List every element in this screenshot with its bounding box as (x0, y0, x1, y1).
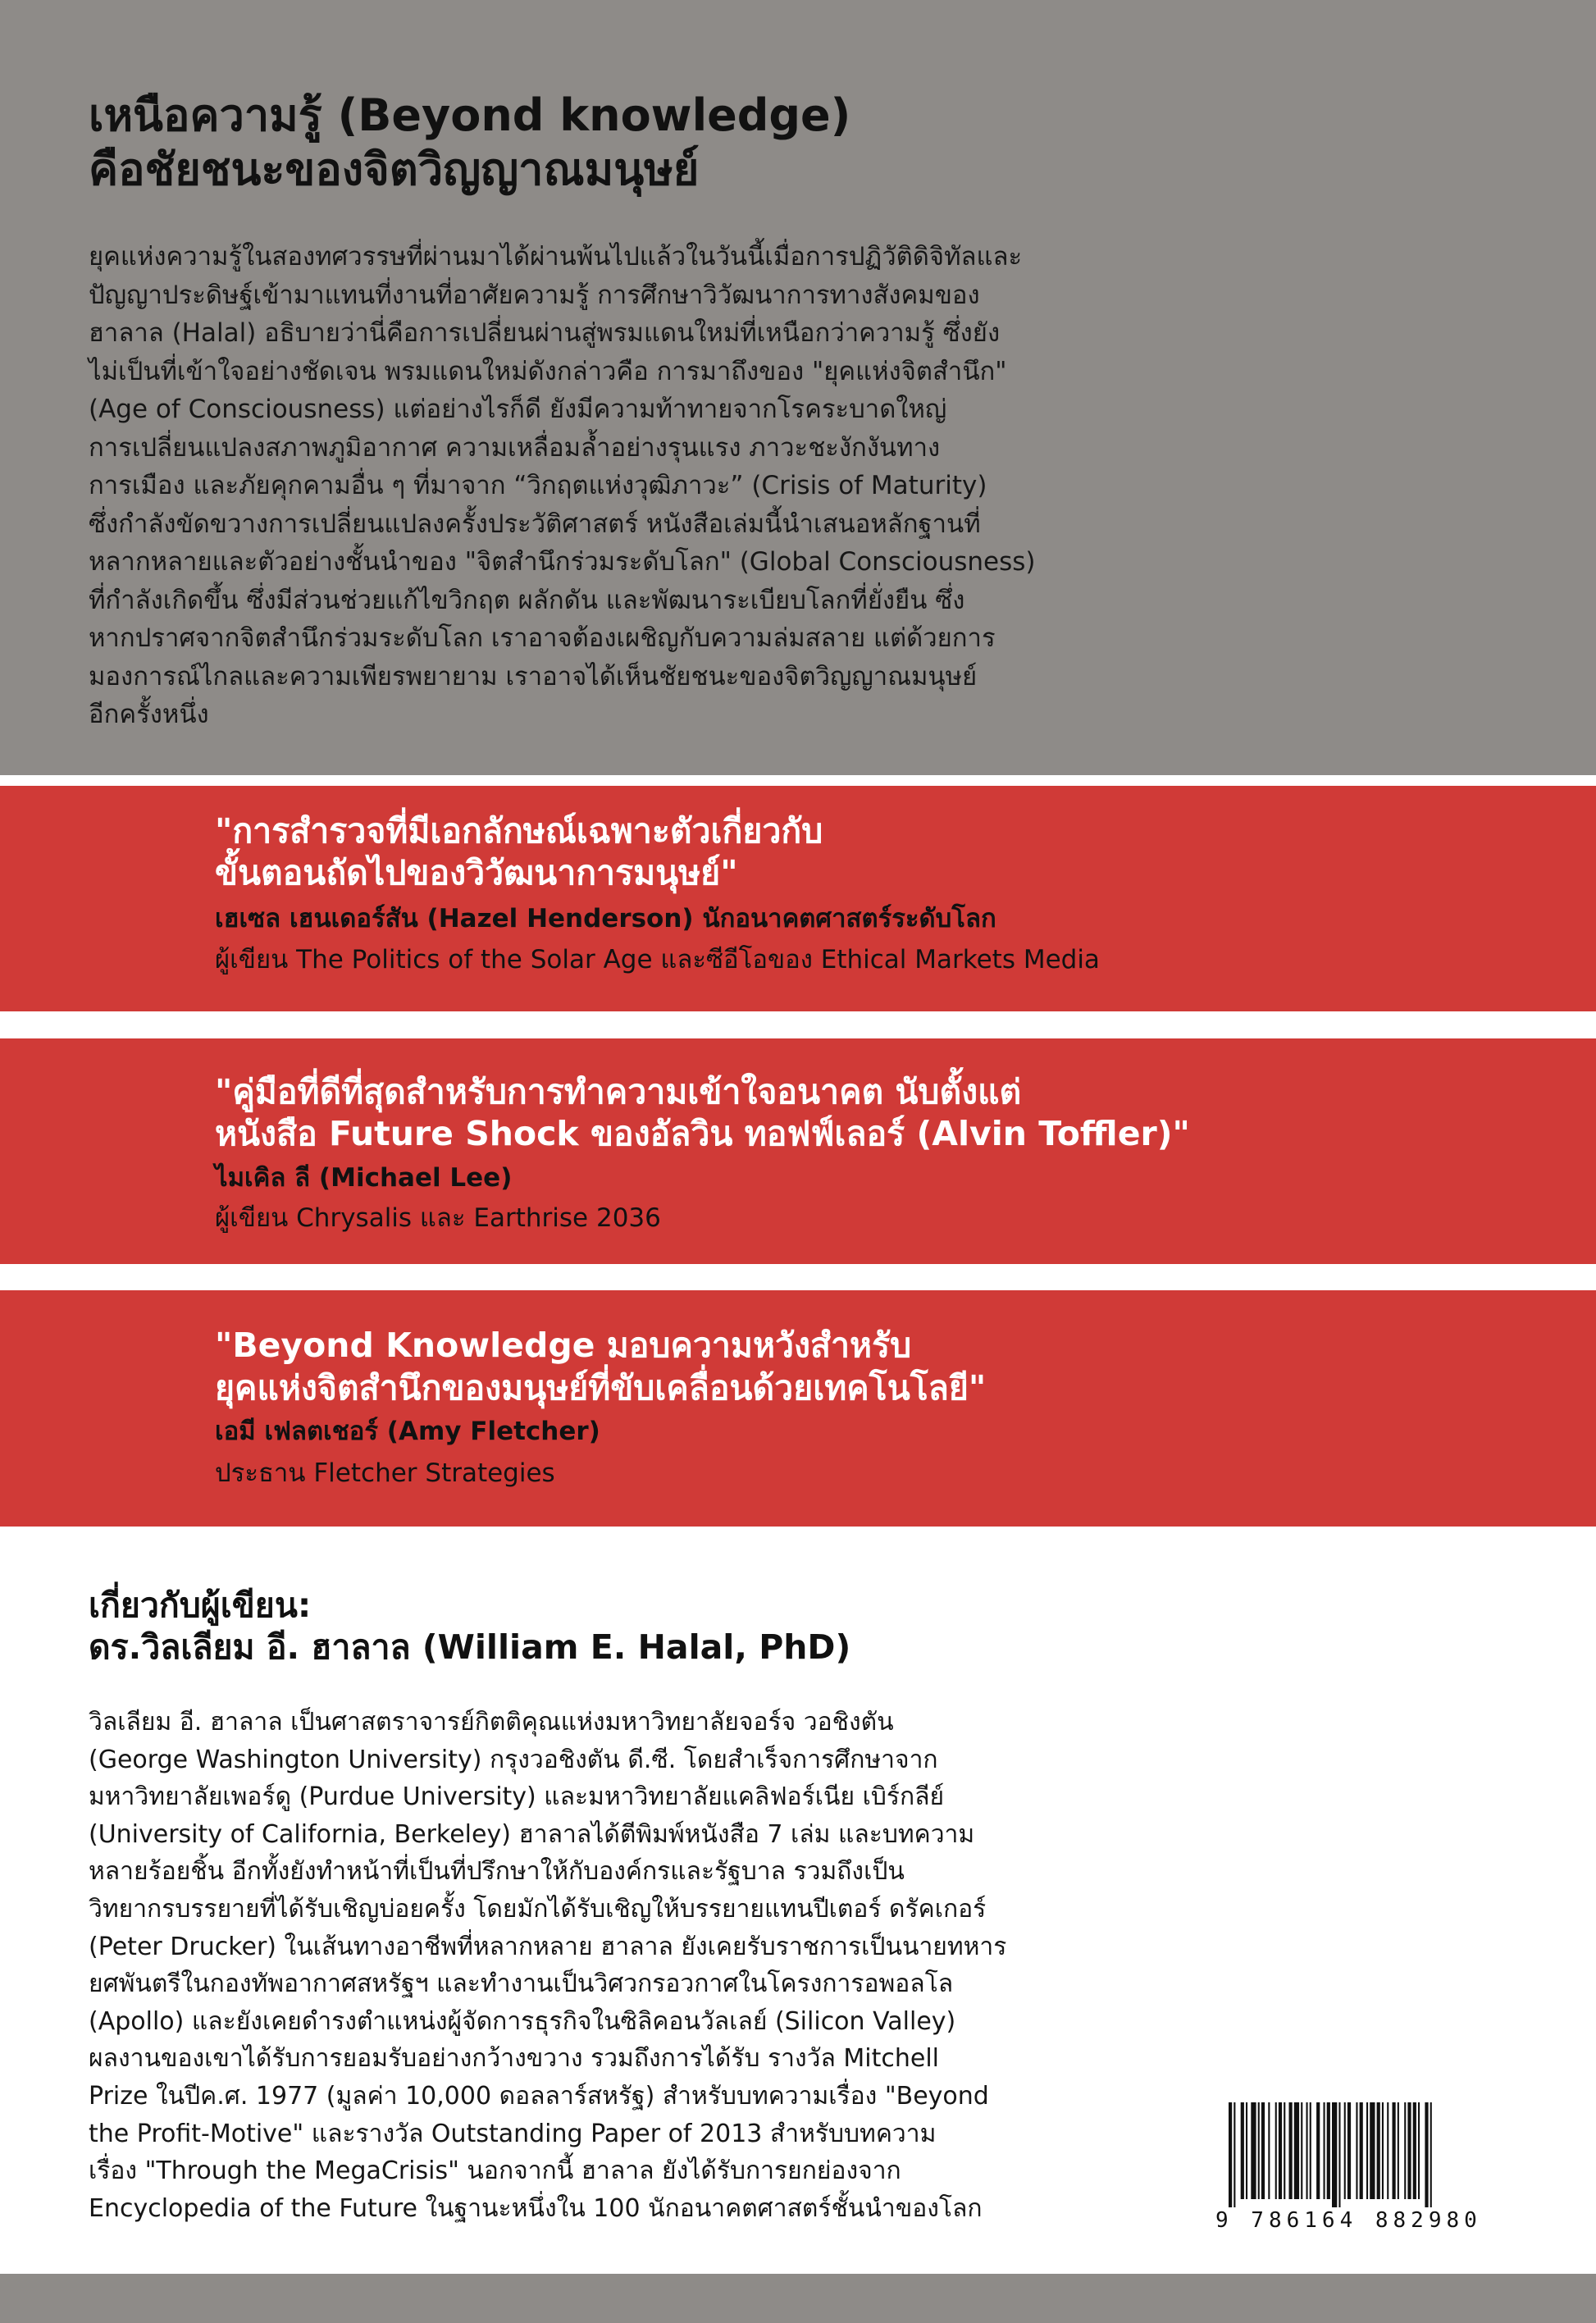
bio-line: มหาวิทยาลัยเพอร์ดู (Purdue University) และมหาวิทยาลัยแคลิฟอร์เนีย เบิร์กลีย์ (89, 1782, 945, 1812)
quote-attribution-name: ไมเคิล ลี (Michael Lee) (215, 1163, 513, 1193)
bio-line: the Profit-Motive" และรางวัล Outstanding Paper of 2013 สำหรับบทความ (89, 2119, 937, 2148)
author-name: ดร.วิลเลียม อี. ฮาลาล (William E. Halal, PhD) (89, 1627, 851, 1667)
synopsis-text (89, 238, 1212, 734)
quote-line-2: ขั้นตอนถัดไปของวิวัฒนาการมนุษย์" (215, 853, 738, 892)
barcode-bar (1268, 2102, 1270, 2199)
barcode-bar (1425, 2102, 1428, 2207)
synopsis-line: ปัญญาประดิษฐ์เข้ามาแทนที่งานที่อาศัยความรู้ การศึกษาวิวัฒนาการทางสังคมของ (89, 280, 980, 310)
quote-line-1: "Beyond Knowledge มอบความหวังสำหรับ (215, 1326, 912, 1365)
author-heading (89, 1585, 850, 1668)
author-bio (89, 1704, 1006, 2227)
barcode-bar (1347, 2102, 1351, 2199)
barcode-bar (1229, 2102, 1232, 2207)
barcode-bar (1241, 2102, 1244, 2199)
synopsis-line: ยุคแห่งความรู้ในสองทศวรรษที่ผ่านมาได้ผ่านพ้นไปแล้วในวันนี้เมื่อการปฏิวัติดิจิทัลและ (89, 242, 1023, 272)
isbn-number: 9 786164 882980 (1215, 2208, 1482, 2233)
synopsis-line: การเมือง และภัยคุกคามอื่น ๆ ที่มาจาก “วิกฤตแห่งวุฒิภาวะ” (Crisis of Maturity) (89, 471, 987, 500)
synopsis-line: หากปราศจากจิตสำนึกร่วมระดับโลก เราอาจต้องเผชิญกับความล่มสลาย แต่ด้วยการ (89, 623, 996, 653)
barcode-bar (1251, 2102, 1256, 2199)
barcode-bar (1370, 2102, 1375, 2199)
bio-line: วิทยากรบรรยายที่ได้รับเชิญบ่อยครั้ง โดยมักได้รับเชิญให้บรรยายแทนปีเตอร์ ดรัคเกอร์ (89, 1894, 987, 1924)
barcode-bar (1338, 2102, 1340, 2207)
bio-line: เรื่อง "Through the MegaCrisis" นอกจากนี้ ฮาลาล ยังได้รับการยกย่องจาก (89, 2156, 901, 2186)
barcode-bar (1418, 2102, 1420, 2199)
barcode-bar (1387, 2102, 1389, 2199)
bio-line: (University of California, Berkeley) ฮาลาลได้ตีพิมพ์หนังสือ 7 เล่ม และบทความ (89, 1819, 975, 1849)
synopsis-line: ซึ่งกำลังขัดขวางการเปลี่ยนแปลงครั้งประวัติศาสตร์ หนังสือเล่มนี้นำเสนอหลักฐานที่ (89, 509, 981, 539)
bio-line: (Apollo) และยังเคยดำรงตำแหน่งผู้จัดการธุรกิจในซิลิคอนวัลเลย์ (Silicon Valley) (89, 2006, 956, 2036)
barcode-bar (1407, 2102, 1411, 2199)
barcode-bar (1360, 2102, 1363, 2199)
barcode-bar (1246, 2102, 1247, 2199)
barcode-bar (1306, 2102, 1308, 2199)
quote-line-1: "คู่มือที่ดีที่สุดสำหรับการทำความเข้าใจอนาคต นับตั้งแต่ (215, 1072, 1022, 1111)
quote-attribution-name: เอมี เฟลตเชอร์ (Amy Fletcher) (215, 1417, 600, 1446)
bio-line: หลายร้อยชิ้น อีกทั้งยังทำหน้าที่เป็นที่ปรึกษาให้กับองค์กรและรัฐบาล รวมถึงเป็น (89, 1857, 905, 1887)
quote-attribution-role: ผู้เขียน Chrysalis และ Earthrise 2036 (215, 1203, 661, 1233)
synopsis-line: ไม่เป็นที่เข้าใจอย่างชัดเจน พรมแดนใหม่ดังกล่าวคือ การมาถึงของ "ยุคแห่งจิตสำนึก" (89, 356, 1007, 386)
synopsis-line: ที่กำลังเกิดขึ้น ซึ่งมีส่วนช่วยแก้ไขวิกฤต ผลักดัน และพัฒนาระเบียบโลกที่ยั่งยืน ซึ่ง (89, 585, 965, 615)
quote-band-fletcher (0, 1290, 1596, 1527)
barcode-bar (1233, 2102, 1235, 2207)
author-heading-label: เกี่ยวกับผู้เขียน: (89, 1586, 312, 1625)
bio-line: Prize ในปีค.ศ. 1977 (มูลค่า 10,000 ดอลลาร์สหรัฐ) สำหรับบทความเรื่อง "Beyond (89, 2081, 989, 2111)
barcode-bar (1275, 2102, 1277, 2199)
barcode-bar (1430, 2102, 1432, 2207)
synopsis-line: การเปลี่ยนแปลงสภาพภูมิอากาศ ความเหลื่อมล้ำอย่างรุนแรง ภาวะชะงักงันทาง (89, 432, 941, 463)
barcode-bar (1289, 2102, 1293, 2199)
bio-line: (George Washington University) กรุงวอชิงตัน ดี.ซี. โดยสำเร็จการศึกษาจาก (89, 1745, 938, 1774)
title-line-1: เหนือความรู้ (Beyond knowledge) (89, 89, 851, 141)
barcode-bar (1316, 2102, 1320, 2199)
synopsis-line: ฮาลาล (Halal) อธิบายว่านี่คือการเปลี่ยนผ่านสู่พรมแดนใหม่ที่เหนือกว่าความรู้ ซึ่งยัง (89, 318, 1001, 348)
barcode-bar (1279, 2102, 1282, 2199)
bio-line: ผลงานของเขาได้รับการยอมรับอย่างกว้างขวาง รวมถึงการได้รับ รางวัล Mitchell (89, 2044, 940, 2074)
barcode-bar (1294, 2102, 1299, 2199)
barcode-bar (1284, 2102, 1285, 2199)
barcode-bar (1324, 2102, 1325, 2199)
title-line-2: คือชัยชนะของจิตวิญญาณมนุษย์ (89, 144, 700, 195)
bio-line: วิลเลียม อี. ฮาลาล เป็นศาสตราจารย์กิตติคุณแห่งมหาวิทยาลัยจอร์จ วอชิงตัน (89, 1708, 894, 1737)
quote-line-1: "การสำรวจที่มีเอกลักษณ์เฉพาะตัวเกี่ยวกับ (215, 811, 823, 851)
quote-attribution-name: เฮเซล เฮนเดอร์สัน (Hazel Henderson) นักอนาคตศาสตร์ระดับโลก (215, 904, 996, 933)
quote-attribution-role: ผู้เขียน The Politics of the Solar Age และซีอีโอของ Ethical Markets Media (215, 945, 1100, 974)
barcode-bar (1344, 2102, 1346, 2199)
barcode-bar (1310, 2102, 1311, 2199)
quote-line-2: หนังสือ Future Shock ของอัลวิน ทอฟฟ์เลอร์ (Alvin Toffler)" (215, 1114, 1190, 1153)
barcode-bar (1356, 2102, 1357, 2199)
bio-line: (Peter Drucker) ในเส้นทางอาชีพที่หลากหลาย ฮาลาล ยังเคยรับราชการเป็นนายทหาร (89, 1932, 1007, 1961)
bottom-gray-bar (0, 2274, 1596, 2323)
barcode-bar (1261, 2102, 1265, 2199)
synopsis-line: (Age of Consciousness) แต่อย่างไรก็ดี ยังมีความท้าทายจากโรคระบาดใหญ่ (89, 395, 947, 424)
bio-line: ยศพันตรีในกองทัพอากาศสหรัฐฯ และทำงานเป็นวิศวกรอวกาศในโครงการอพอลโล (89, 1969, 954, 1999)
quote-attribution-role: ประธาน Fletcher Strategies (215, 1458, 555, 1488)
synopsis-line: อีกครั้งหนึ่ง (89, 700, 209, 729)
synopsis-line: หลากหลายและตัวอย่างชั้นนำของ "จิตสำนึกร่วมระดับโลก" (Global Consciousness) (89, 547, 1036, 577)
barcode-bar (1301, 2102, 1302, 2199)
barcode-bar (1377, 2102, 1380, 2199)
barcode-bar (1398, 2102, 1399, 2199)
bio-line: Encyclopedia of the Future ในฐานะหนึ่งใน 100 นักอนาคตศาสตร์ชั้นนำของโลก (89, 2193, 983, 2223)
barcode-bar (1332, 2102, 1337, 2207)
barcode-bar (1366, 2102, 1368, 2199)
quote-line-2: ยุคแห่งจิตสำนึกของมนุษย์ที่ขับเคลื่อนด้วยเทคโนโลยี" (215, 1368, 987, 1408)
synopsis-line: มองการณ์ไกลและความเพียรพยายาม เราอาจได้เห็นชัยชนะของจิตวิญญาณมนุษย์ (89, 661, 978, 691)
quote-band-henderson (0, 786, 1596, 1011)
barcode-bars (1222, 2102, 1509, 2207)
quote-band-lee (0, 1038, 1596, 1264)
barcode-bar (1393, 2102, 1396, 2199)
synopsis-panel (0, 0, 1596, 775)
barcode-bar (1327, 2102, 1330, 2199)
book-title (89, 89, 850, 197)
barcode-bar (1258, 2102, 1260, 2199)
barcode-bar (1413, 2102, 1416, 2199)
barcode-bar (1382, 2102, 1384, 2199)
barcode-bar (1404, 2102, 1406, 2199)
